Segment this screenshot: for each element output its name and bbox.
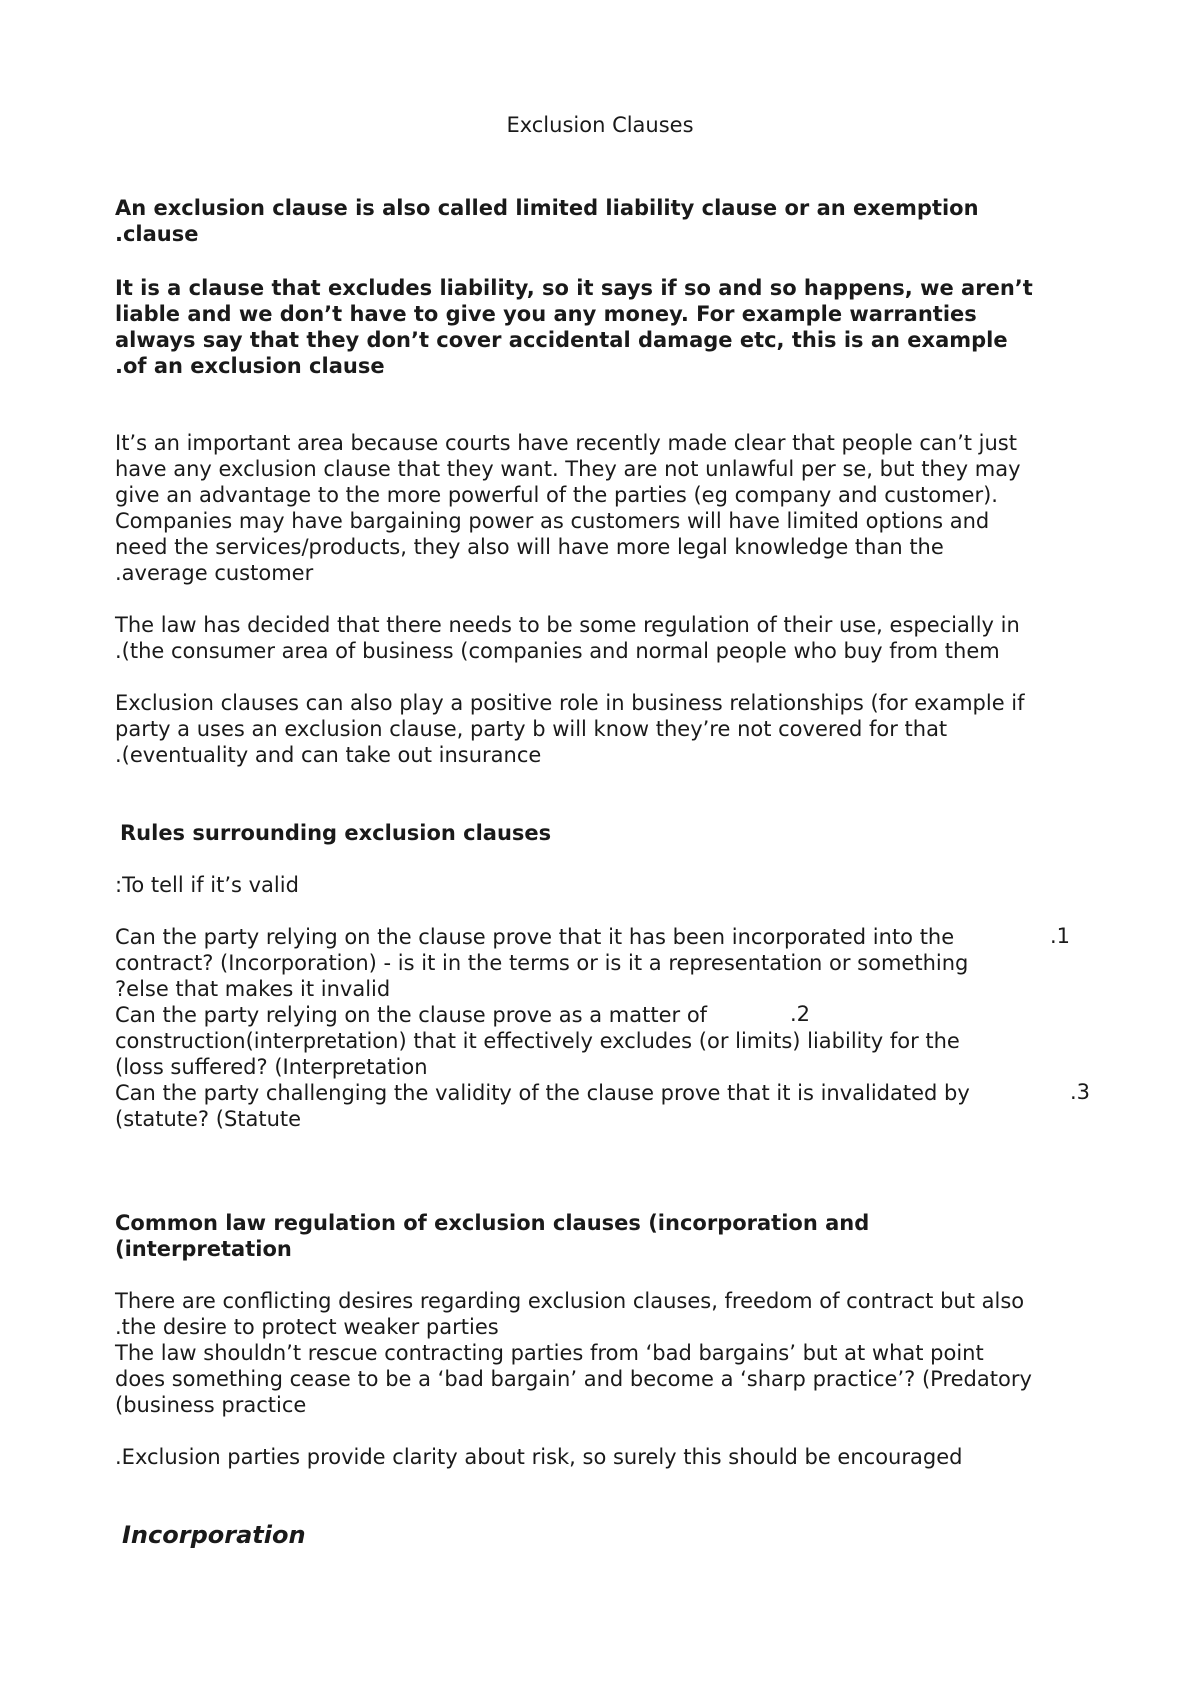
text-line: The law has decided that there needs to be some regulation of their use, especially in (115, 613, 1020, 637)
paragraph-regulation (115, 612, 1095, 664)
paragraph-conflicting-desires (115, 1288, 1095, 1418)
text-line: (statute? (Statute (115, 1107, 302, 1131)
rules-heading (120, 820, 1100, 846)
text-line: need the services/products, they also will have more legal knowledge than the (115, 535, 944, 559)
text-line: Companies may have bargaining power as customers will have limited options and (115, 509, 990, 533)
text-line: It’s an important area because courts have recently made clear that people can’t just (115, 431, 1017, 455)
text-line: The law shouldn’t rescue contracting parties from ‘bad bargains’ but at what point (115, 1341, 984, 1365)
text-line: It is a clause that excludes liability, so it says if so and so happens, we aren’t (115, 276, 1033, 300)
paragraph-clarity (115, 1444, 1095, 1470)
text-line: .(eventuality and can take out insurance (115, 743, 542, 767)
rule-1 (115, 924, 1095, 1002)
incorporation-heading (122, 1522, 1102, 1548)
text-line: There are conflicting desires regarding exclusion clauses, freedom of contract but also (115, 1289, 1025, 1313)
text-line: give an advantage to the more powerful of the parties (eg company and customer). (115, 483, 998, 507)
text-line: .clause (115, 222, 199, 246)
text-line: An exclusion clause is also called limited liability clause or an exemption (115, 196, 979, 220)
text-line: (loss suffered? (Interpretation (115, 1055, 428, 1079)
common-law-heading (115, 1210, 1095, 1262)
text-line: .Exclusion parties provide clarity about risk, so surely this should be encouraged (115, 1445, 963, 1469)
text-line: have any exclusion clause that they want. They are not unlawful per se, but they may (115, 457, 1021, 481)
heading-text: Rules surrounding exclusion clauses (120, 821, 552, 845)
intro-paragraph-2 (115, 275, 1095, 379)
text-line: .the desire to protect weaker parties (115, 1315, 499, 1339)
rule-3-number: .3 (1070, 1080, 1091, 1104)
paragraph-importance (115, 430, 1095, 586)
text-line: does something cease to be a ‘bad bargain’ and become a ‘sharp practice’? (Predatory (115, 1367, 1032, 1391)
rule-3 (115, 1080, 1095, 1132)
heading-line: Common law regulation of exclusion clauses (incorporation and (115, 1211, 870, 1235)
document-title: Exclusion Clauses (506, 113, 694, 137)
rule-2 (115, 1002, 1095, 1080)
text-line: (business practice (115, 1393, 307, 1417)
text-line: contract? (Incorporation) - is it in the terms or is it a representation or something (115, 951, 969, 975)
heading-line: (interpretation (115, 1237, 292, 1261)
text-line: liable and we don’t have to give you any money. For example warranties (115, 302, 977, 326)
rules-intro (115, 872, 1095, 898)
text-line: construction(interpretation) that it effectively excludes (or limits) liability for the (115, 1029, 960, 1053)
text-line: Can the party challenging the validity of the clause prove that it is invalidated by (115, 1081, 970, 1105)
text-line: :To tell if it’s valid (115, 873, 299, 897)
text-line: .of an exclusion clause (115, 354, 385, 378)
paragraph-positive-role (115, 690, 1095, 768)
rule-2-number: .2 (790, 1002, 811, 1026)
intro-paragraph-1 (115, 195, 1095, 247)
heading-text: Incorporation (122, 1521, 306, 1549)
text-line: Can the party relying on the clause prove as a matter of (115, 1003, 708, 1027)
rule-1-number: .1 (1050, 924, 1071, 948)
text-line: Exclusion clauses can also play a positive role in business relationships (for example if (115, 691, 1025, 715)
text-line: ?else that makes it invalid (115, 977, 391, 1001)
text-line: always say that they don’t cover accidental damage etc, this is an example (115, 328, 1008, 352)
text-line: .average customer (115, 561, 314, 585)
text-line: party a uses an exclusion clause, party b will know they’re not covered for that (115, 717, 948, 741)
text-line: Can the party relying on the clause prove that it has been incorporated into the (115, 925, 955, 949)
text-line: .(the consumer area of business (companies and normal people who buy from them (115, 639, 1000, 663)
